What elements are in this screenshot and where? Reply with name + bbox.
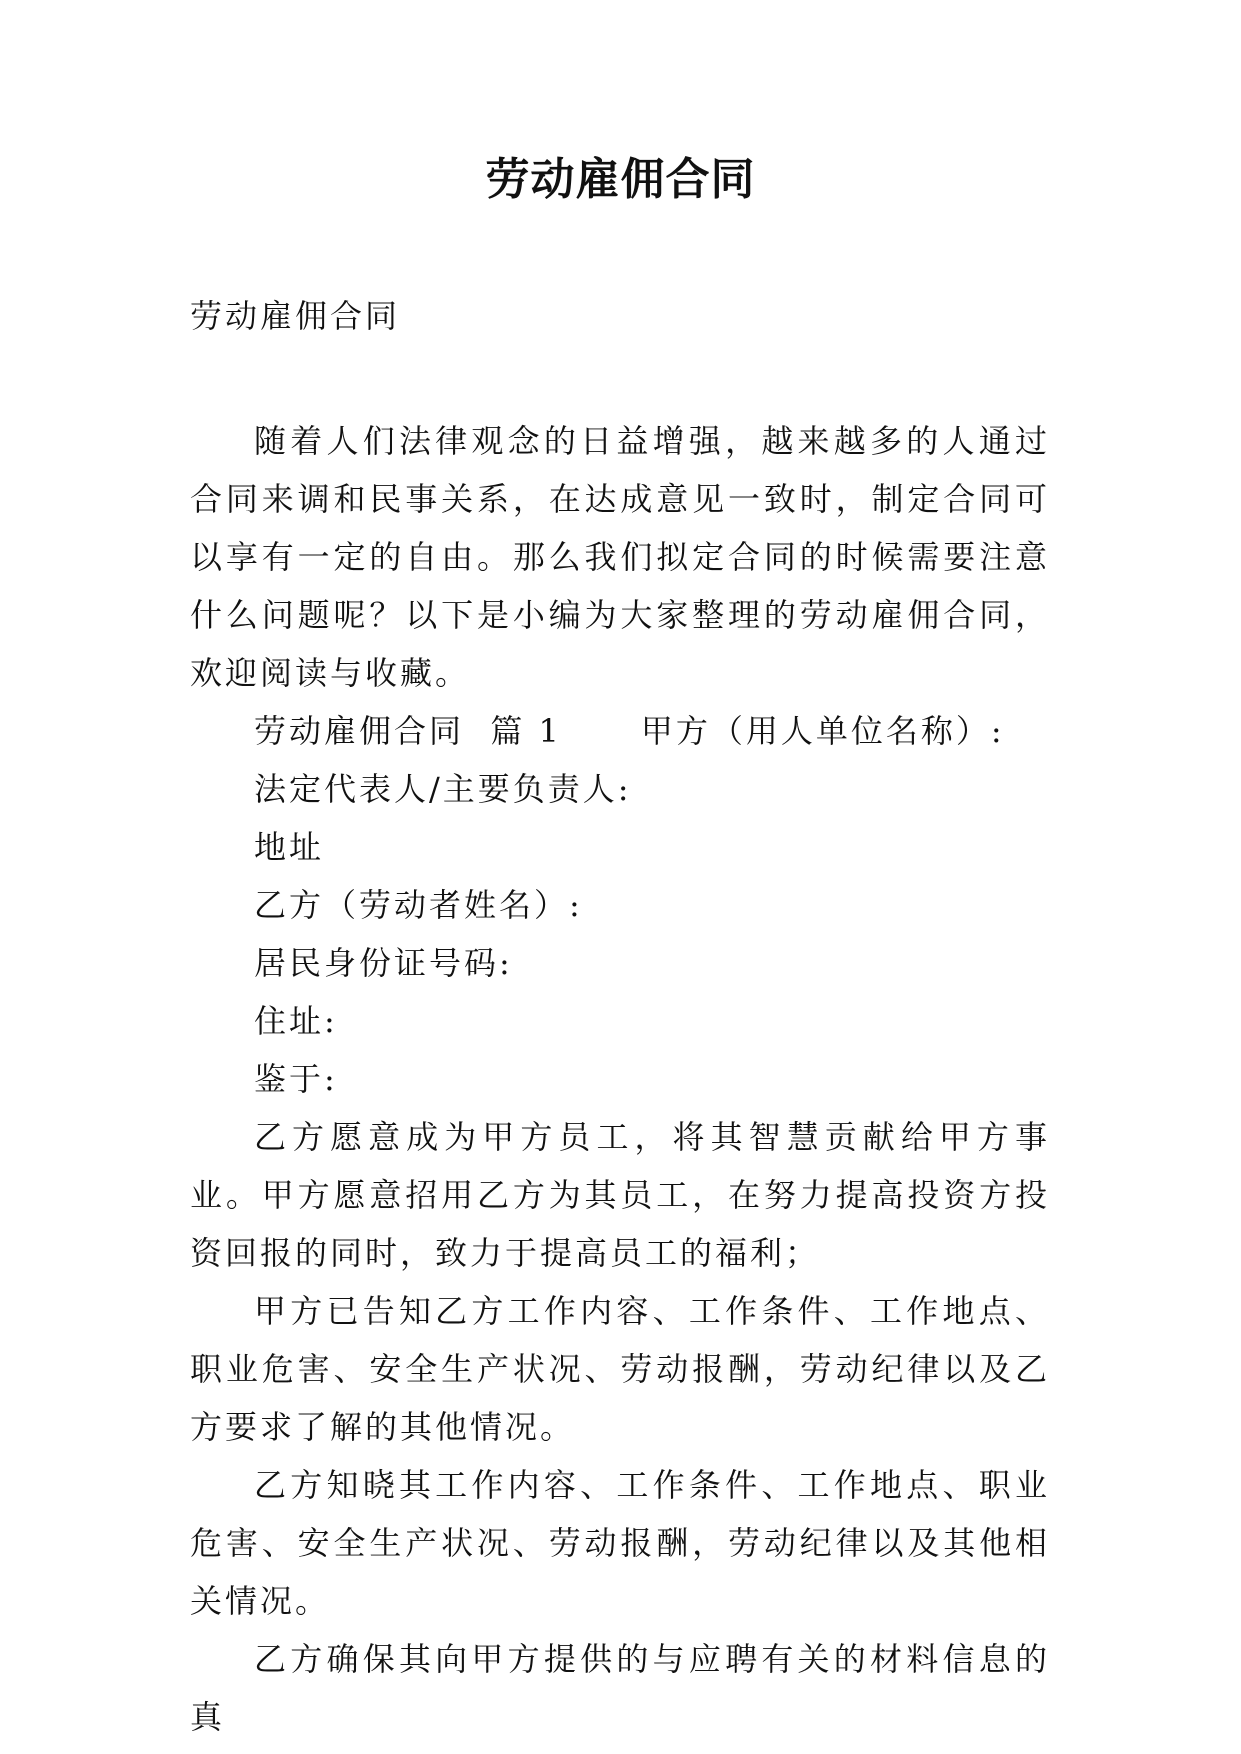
clause-paragraph: 甲方已告知乙方工作内容、工作条件、工作地点、职业危害、安全生产状况、劳动报酬，劳动纪律以及乙方要求了解的其他情况。	[190, 1292, 1050, 1446]
field-legal-representative: 法定代表人/主要负责人:	[254, 770, 632, 808]
document-title: 劳动雇佣合同	[485, 154, 756, 205]
document-body	[190, 290, 1050, 1746]
field-whereas: 鉴于:	[254, 1060, 338, 1098]
field-employee-name: 乙方（劳动者姓名）:	[254, 886, 583, 924]
clause-paragraph: 乙方知晓其工作内容、工作条件、工作地点、职业危害、安全生产状况、劳动报酬，劳动纪律以及其他相关情况。	[190, 1466, 1050, 1620]
section-heading: 劳动雇佣合同 篇 1 甲方（用人单位名称）:	[254, 712, 1005, 750]
field-address: 地址	[254, 828, 325, 866]
field-id-number: 居民身份证号码:	[254, 944, 513, 982]
field-residence: 住址:	[254, 1002, 338, 1040]
clause-paragraph: 乙方愿意成为甲方员工，将其智慧贡献给甲方事业。甲方愿意招用乙方为其员工，在努力提高投资方投资回报的同时，致力于提高员工的福利；	[190, 1118, 1050, 1272]
clause-paragraph: 乙方确保其向甲方提供的与应聘有关的材料信息的真	[190, 1640, 1050, 1736]
intro-paragraph: 随着人们法律观念的日益增强，越来越多的人通过合同来调和民事关系，在达成意见一致时，制定合同可以享有一定的自由。那么我们拟定合同的时候需要注意什么问题呢？以下是小编为大家整理的劳动雇佣合同，欢迎阅读与收藏。	[190, 422, 1050, 692]
spacer	[190, 342, 1050, 412]
document-subtitle: 劳动雇佣合同	[190, 297, 401, 335]
